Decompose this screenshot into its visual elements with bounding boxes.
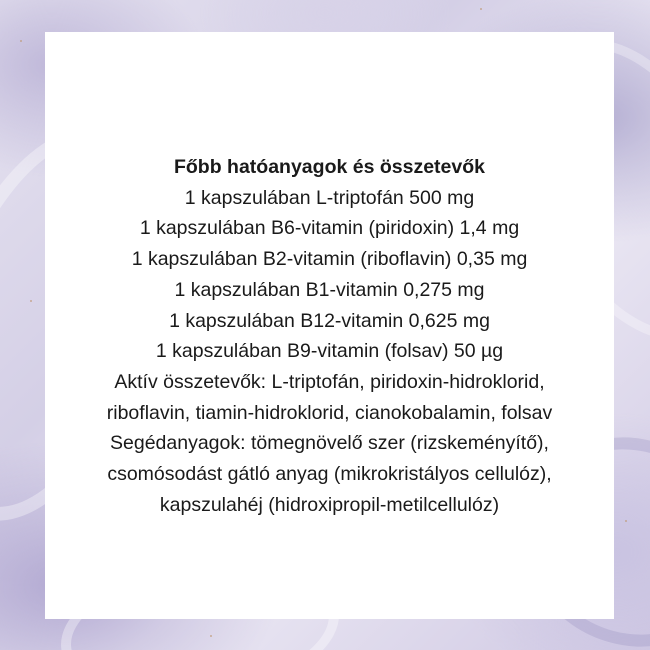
glitter-speck	[20, 40, 22, 42]
excipients-line: csomósodást gátló anyag (mikrokristályos cellulóz),	[107, 463, 552, 486]
ingredient-line: 1 kapszulában L-triptofán 500 mg	[184, 186, 475, 209]
glitter-speck	[30, 300, 32, 302]
ingredients-heading: Főbb hatóanyagok és összetevők	[173, 156, 485, 178]
glitter-speck	[480, 8, 482, 10]
ingredient-line: 1 kapszulában B6-vitamin (piridoxin) 1,4 mg	[139, 217, 520, 240]
excipients-line: Segédanyagok: tömegnövelő szer (rizskeményítő),	[110, 432, 549, 455]
excipients-line: kapszulahéj (hidroxipropil-metilcellulóz)	[159, 493, 500, 516]
ingredient-line: 1 kapszulában B12-vitamin 0,625 mg	[169, 309, 490, 332]
active-ingredients-line: Aktív összetevők: L-triptofán, piridoxin-hidroklorid,	[114, 370, 545, 393]
ingredient-line: 1 kapszulában B9-vitamin (folsav) 50 µg	[155, 340, 504, 363]
ingredient-line: 1 kapszulában B2-vitamin (riboflavin) 0,35 mg	[131, 248, 528, 271]
active-ingredients-line: riboflavin, tiamin-hidroklorid, cianokobalamin, folsav	[106, 401, 553, 424]
glitter-speck	[625, 520, 627, 522]
glitter-speck	[210, 635, 212, 637]
ingredients-text	[45, 152, 614, 520]
ingredient-line: 1 kapszulában B1-vitamin 0,275 mg	[174, 278, 485, 301]
ingredients-card	[45, 32, 614, 619]
